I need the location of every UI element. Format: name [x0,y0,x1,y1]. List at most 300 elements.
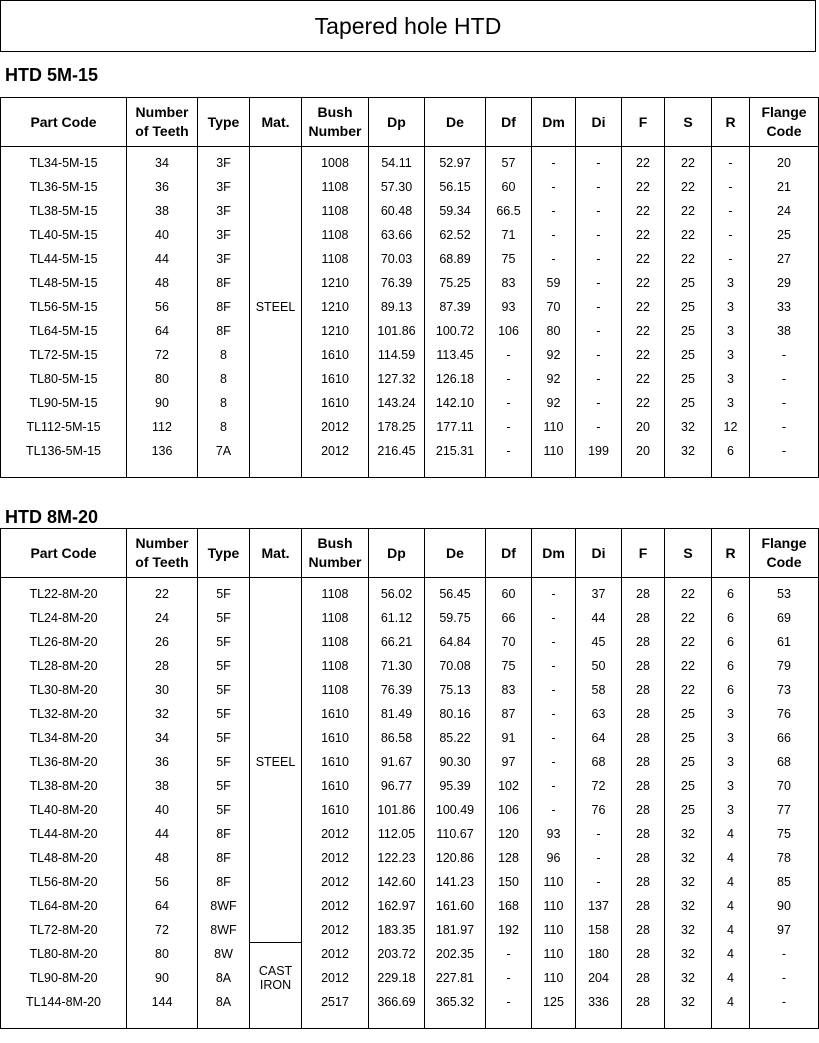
flange-code-cell: 38 [750,319,819,343]
part-code-cell: TL44-5M-15 [1,247,127,271]
bush-number-cell: 1210 [302,319,369,343]
s-cell: 32 [665,870,712,894]
f-cell: 22 [622,199,665,223]
table-row [1,415,819,439]
flange-code-cell: 25 [750,223,819,247]
teeth-cell: 72 [127,918,198,942]
dp-cell: 122.23 [369,846,425,870]
de-cell: 95.39 [425,774,486,798]
material-cell: STEEL [250,147,302,464]
teeth-cell: 40 [127,223,198,247]
de-cell: 56.45 [425,578,486,607]
flange-code-cell: - [750,990,819,1014]
teeth-cell: 38 [127,199,198,223]
dp-cell: 96.77 [369,774,425,798]
part-code-cell: TL64-8M-20 [1,894,127,918]
df-cell: 97 [486,750,532,774]
table-bottom-spacer [1,463,819,478]
teeth-cell: 48 [127,846,198,870]
flange-code-cell: 73 [750,678,819,702]
table-row [1,678,819,702]
flange-code-cell: 85 [750,870,819,894]
di-cell: 76 [576,798,622,822]
dp-cell: 203.72 [369,942,425,966]
teeth-cell: 90 [127,966,198,990]
teeth-cell: 72 [127,343,198,367]
teeth-cell: 144 [127,990,198,1014]
bush-number-cell: 1610 [302,798,369,822]
column-header: Flange Code [750,98,819,147]
de-cell: 100.72 [425,319,486,343]
di-cell: - [576,391,622,415]
di-cell: 44 [576,606,622,630]
teeth-cell: 34 [127,726,198,750]
type-cell: 5F [198,606,250,630]
s-cell: 22 [665,199,712,223]
de-cell: 59.75 [425,606,486,630]
df-cell: 57 [486,147,532,176]
spacer-cell [302,463,369,478]
df-cell: 66 [486,606,532,630]
type-cell: 7A [198,439,250,463]
spacer-cell [369,1014,425,1029]
f-cell: 20 [622,439,665,463]
dm-cell: 125 [532,990,576,1014]
dp-cell: 127.32 [369,367,425,391]
spacer-cell [750,1014,819,1029]
part-code-cell: TL144-8M-20 [1,990,127,1014]
dm-cell: 110 [532,415,576,439]
dp-cell: 162.97 [369,894,425,918]
part-code-cell: TL40-8M-20 [1,798,127,822]
teeth-cell: 80 [127,942,198,966]
de-cell: 62.52 [425,223,486,247]
de-cell: 181.97 [425,918,486,942]
column-header: Di [576,98,622,147]
type-cell: 8F [198,846,250,870]
teeth-cell: 24 [127,606,198,630]
flange-code-cell: 33 [750,295,819,319]
column-header: F [622,98,665,147]
bush-number-cell: 2012 [302,846,369,870]
column-header: Dp [369,98,425,147]
part-code-cell: TL72-5M-15 [1,343,127,367]
di-cell: - [576,343,622,367]
s-cell: 32 [665,966,712,990]
part-code-cell: TL34-5M-15 [1,147,127,176]
di-cell: - [576,846,622,870]
s-cell: 25 [665,726,712,750]
flange-code-cell: 29 [750,271,819,295]
s-cell: 32 [665,894,712,918]
dp-cell: 71.30 [369,654,425,678]
s-cell: 22 [665,654,712,678]
spacer-cell [532,463,576,478]
dp-cell: 91.67 [369,750,425,774]
dm-cell: - [532,606,576,630]
dp-cell: 76.39 [369,271,425,295]
flange-code-cell: 24 [750,199,819,223]
dp-cell: 143.24 [369,391,425,415]
bush-number-cell: 1108 [302,199,369,223]
part-code-cell: TL24-8M-20 [1,606,127,630]
di-cell: 204 [576,966,622,990]
flange-code-cell: - [750,391,819,415]
spacer-cell [576,463,622,478]
material-cell: STEEL [250,578,302,943]
type-cell: 5F [198,578,250,607]
di-cell: 199 [576,439,622,463]
dm-cell: 59 [532,271,576,295]
df-cell: 150 [486,870,532,894]
di-cell: - [576,247,622,271]
spacer-cell [665,463,712,478]
dp-cell: 101.86 [369,319,425,343]
di-cell: - [576,319,622,343]
bush-number-cell: 1108 [302,630,369,654]
type-cell: 3F [198,199,250,223]
column-header: Part Code [1,98,127,147]
header-row [1,98,819,147]
bush-number-cell: 1108 [302,247,369,271]
di-cell: 58 [576,678,622,702]
part-code-cell: TL64-5M-15 [1,319,127,343]
de-cell: 141.23 [425,870,486,894]
spacer-cell [302,1014,369,1029]
df-cell: 120 [486,822,532,846]
f-cell: 20 [622,415,665,439]
df-cell: - [486,942,532,966]
flange-code-cell: - [750,966,819,990]
df-cell: 75 [486,654,532,678]
teeth-cell: 64 [127,319,198,343]
s-cell: 25 [665,798,712,822]
table-row [1,894,819,918]
r-cell: 4 [712,966,750,990]
f-cell: 28 [622,846,665,870]
column-header: Mat. [250,98,302,147]
bush-number-cell: 1610 [302,367,369,391]
table-row [1,147,819,176]
di-cell: 180 [576,942,622,966]
teeth-cell: 64 [127,894,198,918]
table-row [1,702,819,726]
table-row [1,774,819,798]
dm-cell: - [532,578,576,607]
dp-cell: 142.60 [369,870,425,894]
part-code-cell: TL80-8M-20 [1,942,127,966]
table-row [1,319,819,343]
type-cell: 8A [198,966,250,990]
dp-cell: 57.30 [369,175,425,199]
dm-cell: - [532,774,576,798]
column-header: Mat. [250,529,302,578]
di-cell: 336 [576,990,622,1014]
type-cell: 8F [198,822,250,846]
table-row [1,223,819,247]
f-cell: 28 [622,726,665,750]
r-cell: 3 [712,798,750,822]
df-cell: 106 [486,319,532,343]
r-cell: 4 [712,990,750,1014]
f-cell: 22 [622,295,665,319]
spacer-cell [425,1014,486,1029]
de-cell: 85.22 [425,726,486,750]
column-header: Dm [532,529,576,578]
part-code-cell: TL112-5M-15 [1,415,127,439]
dm-cell: - [532,798,576,822]
spacer-cell [712,463,750,478]
bush-number-cell: 2012 [302,966,369,990]
teeth-cell: 30 [127,678,198,702]
dp-cell: 86.58 [369,726,425,750]
table-row [1,750,819,774]
df-cell: 66.5 [486,199,532,223]
dm-cell: 92 [532,343,576,367]
part-code-cell: TL90-8M-20 [1,966,127,990]
de-cell: 215.31 [425,439,486,463]
column-header: R [712,98,750,147]
bush-number-cell: 1108 [302,654,369,678]
flange-code-cell: 90 [750,894,819,918]
spacer-cell [425,463,486,478]
di-cell: - [576,295,622,319]
de-cell: 227.81 [425,966,486,990]
flange-code-cell: - [750,415,819,439]
spec-table-8m [0,528,819,1029]
de-cell: 80.16 [425,702,486,726]
flange-code-cell: 61 [750,630,819,654]
part-code-cell: TL80-5M-15 [1,367,127,391]
bush-number-cell: 2012 [302,870,369,894]
di-cell: 137 [576,894,622,918]
type-cell: 3F [198,223,250,247]
de-cell: 142.10 [425,391,486,415]
f-cell: 28 [622,774,665,798]
table-row [1,918,819,942]
de-cell: 75.13 [425,678,486,702]
column-header: Df [486,529,532,578]
r-cell: 6 [712,630,750,654]
table-row [1,798,819,822]
teeth-cell: 32 [127,702,198,726]
df-cell: 93 [486,295,532,319]
column-header: Number of Teeth [127,98,198,147]
s-cell: 22 [665,147,712,176]
f-cell: 22 [622,367,665,391]
f-cell: 28 [622,822,665,846]
type-cell: 8W [198,942,250,966]
column-header: Dp [369,529,425,578]
table-row [1,654,819,678]
part-code-cell: TL48-8M-20 [1,846,127,870]
dp-cell: 63.66 [369,223,425,247]
section-title-8m: HTD 8M-20 [5,507,99,527]
teeth-cell: 44 [127,822,198,846]
r-cell: 3 [712,367,750,391]
s-cell: 32 [665,942,712,966]
de-cell: 70.08 [425,654,486,678]
bush-number-cell: 2012 [302,918,369,942]
s-cell: 25 [665,391,712,415]
bush-number-cell: 1610 [302,343,369,367]
s-cell: 25 [665,343,712,367]
column-header: Di [576,529,622,578]
r-cell: 4 [712,942,750,966]
di-cell: - [576,822,622,846]
part-code-cell: TL38-8M-20 [1,774,127,798]
di-cell: 50 [576,654,622,678]
column-header: Type [198,529,250,578]
column-header: De [425,529,486,578]
bush-number-cell: 1108 [302,606,369,630]
s-cell: 25 [665,750,712,774]
bush-number-cell: 1610 [302,702,369,726]
r-cell: - [712,175,750,199]
type-cell: 5F [198,750,250,774]
s-cell: 22 [665,175,712,199]
de-cell: 56.15 [425,175,486,199]
spacer-cell [127,1014,198,1029]
table-row [1,606,819,630]
s-cell: 32 [665,846,712,870]
df-cell: 71 [486,223,532,247]
type-cell: 8 [198,415,250,439]
de-cell: 100.49 [425,798,486,822]
flange-code-cell: 78 [750,846,819,870]
di-cell: - [576,870,622,894]
flange-code-cell: 76 [750,702,819,726]
teeth-cell: 38 [127,774,198,798]
table-row [1,822,819,846]
di-cell: - [576,147,622,176]
f-cell: 22 [622,391,665,415]
spacer-cell [250,463,302,478]
teeth-cell: 90 [127,391,198,415]
table-row [1,990,819,1014]
de-cell: 52.97 [425,147,486,176]
f-cell: 22 [622,247,665,271]
s-cell: 22 [665,606,712,630]
bush-number-cell: 1108 [302,223,369,247]
table-row [1,846,819,870]
r-cell: 6 [712,678,750,702]
part-code-cell: TL56-8M-20 [1,870,127,894]
r-cell: 3 [712,343,750,367]
column-header: Bush Number [302,529,369,578]
f-cell: 22 [622,271,665,295]
f-cell: 22 [622,175,665,199]
dm-cell: - [532,654,576,678]
di-cell: 45 [576,630,622,654]
r-cell: 6 [712,606,750,630]
r-cell: 4 [712,822,750,846]
dp-cell: 70.03 [369,247,425,271]
bush-number-cell: 1210 [302,295,369,319]
spacer-cell [486,463,532,478]
df-cell: 75 [486,247,532,271]
bush-number-cell: 2012 [302,439,369,463]
de-cell: 59.34 [425,199,486,223]
teeth-cell: 28 [127,654,198,678]
spacer-cell [198,463,250,478]
type-cell: 8WF [198,894,250,918]
f-cell: 28 [622,606,665,630]
table-row [1,175,819,199]
dm-cell: - [532,175,576,199]
r-cell: - [712,247,750,271]
type-cell: 8WF [198,918,250,942]
df-cell: 168 [486,894,532,918]
flange-code-cell: 20 [750,147,819,176]
s-cell: 25 [665,702,712,726]
de-cell: 64.84 [425,630,486,654]
part-code-cell: TL44-8M-20 [1,822,127,846]
dm-cell: 96 [532,846,576,870]
f-cell: 28 [622,750,665,774]
dp-cell: 114.59 [369,343,425,367]
f-cell: 28 [622,578,665,607]
part-code-cell: TL36-8M-20 [1,750,127,774]
type-cell: 8F [198,295,250,319]
part-code-cell: TL136-5M-15 [1,439,127,463]
s-cell: 22 [665,247,712,271]
di-cell: 63 [576,702,622,726]
df-cell: - [486,439,532,463]
dp-cell: 66.21 [369,630,425,654]
de-cell: 161.60 [425,894,486,918]
f-cell: 28 [622,678,665,702]
r-cell: 4 [712,870,750,894]
r-cell: 3 [712,750,750,774]
part-code-cell: TL48-5M-15 [1,271,127,295]
column-header: Dm [532,98,576,147]
df-cell: - [486,415,532,439]
flange-code-cell: 70 [750,774,819,798]
de-cell: 113.45 [425,343,486,367]
column-header: S [665,529,712,578]
df-cell: 102 [486,774,532,798]
spacer-cell [127,463,198,478]
df-cell: - [486,343,532,367]
r-cell: 6 [712,578,750,607]
r-cell: - [712,199,750,223]
table-row [1,343,819,367]
flange-code-cell: 21 [750,175,819,199]
de-cell: 120.86 [425,846,486,870]
s-cell: 25 [665,774,712,798]
f-cell: 28 [622,966,665,990]
df-cell: 60 [486,578,532,607]
column-header: Part Code [1,529,127,578]
bush-number-cell: 1610 [302,774,369,798]
type-cell: 3F [198,247,250,271]
type-cell: 8F [198,271,250,295]
dm-cell: 110 [532,942,576,966]
table-row [1,199,819,223]
flange-code-cell: - [750,942,819,966]
dm-cell: - [532,750,576,774]
spacer-cell [1,1014,127,1029]
flange-code-cell: 75 [750,822,819,846]
s-cell: 22 [665,630,712,654]
dp-cell: 81.49 [369,702,425,726]
de-cell: 177.11 [425,415,486,439]
flange-code-cell: 27 [750,247,819,271]
table-row [1,247,819,271]
flange-code-cell: - [750,439,819,463]
di-cell: 158 [576,918,622,942]
